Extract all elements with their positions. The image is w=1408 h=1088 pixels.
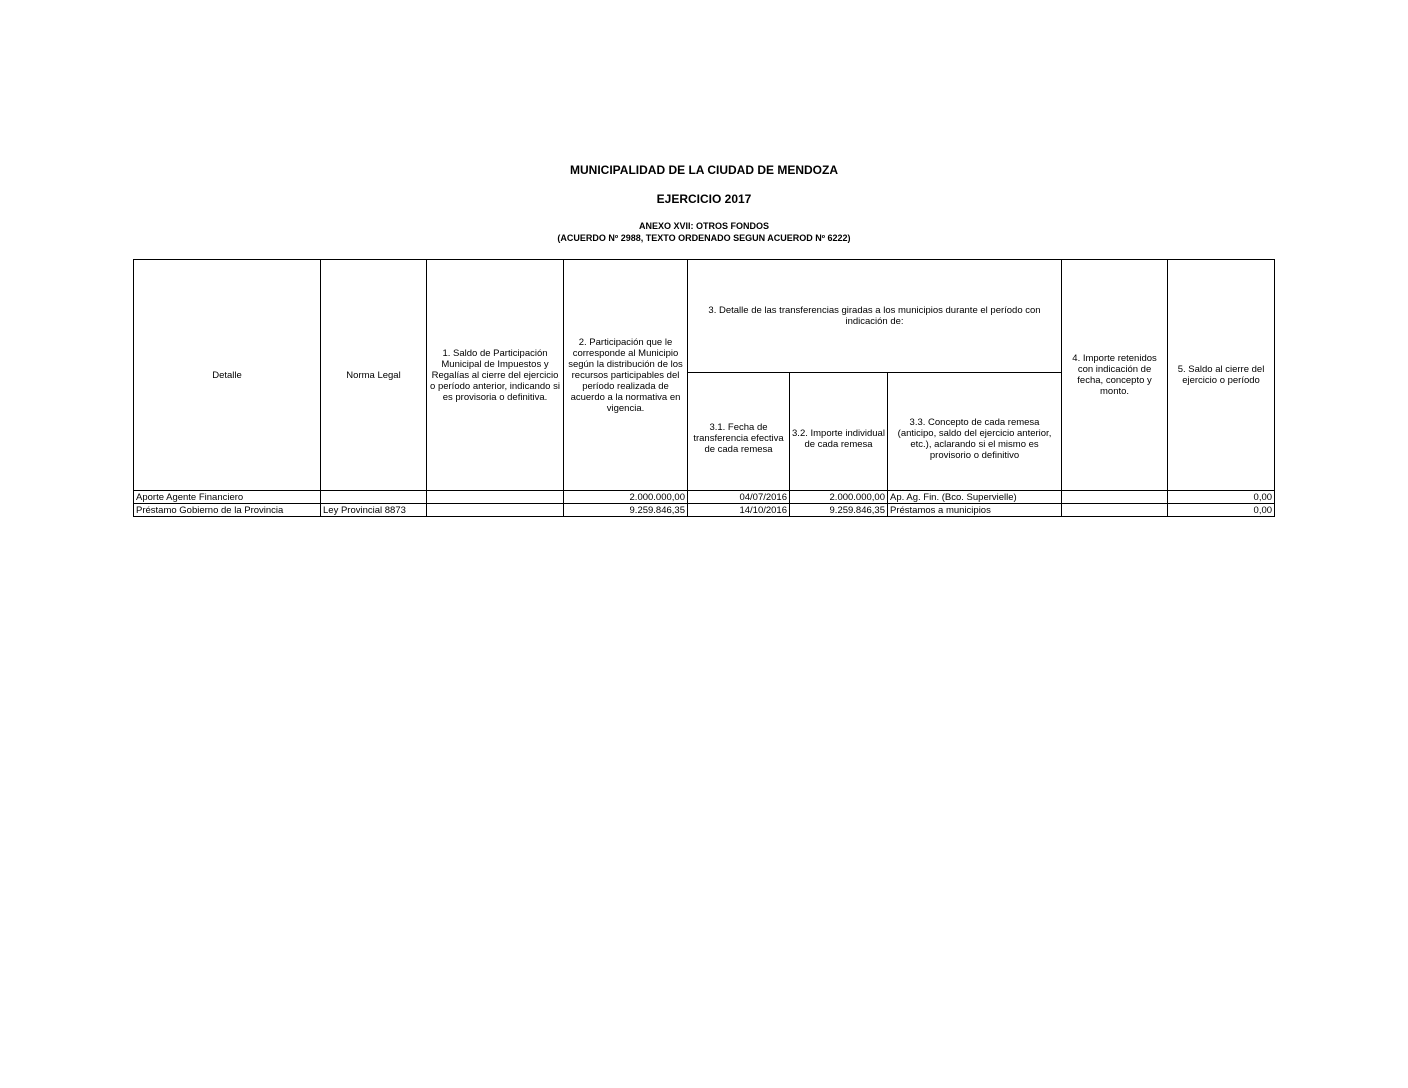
document-title: MUNICIPALIDAD DE LA CIUDAD DE MENDOZA — [570, 163, 838, 177]
col-header-saldo-participacion: 1. Saldo de Participación Municipal de Impuestos y Regalías al cierre del ejercicio o período anterior, indicando si es provisoria o definitiva. — [427, 260, 564, 491]
cell-participacion: 2.000.000,00 — [564, 491, 688, 504]
acuerdo-subtitle: (ACUERDO Nº 2988, TEXTO ORDENADO SEGUN ACUEROD Nº 6222) — [557, 233, 851, 243]
col-header-importe-individual: 3.2. Importe individual de cada remesa — [790, 373, 888, 491]
cell-norma-legal: Ley Provincial 8873 — [321, 504, 427, 517]
cell-fecha: 14/10/2016 — [688, 504, 790, 517]
cell-concepto: Préstamos a municipios — [888, 504, 1062, 517]
cell-concepto: Ap. Ag. Fin. (Bco. Supervielle) — [888, 491, 1062, 504]
cell-participacion: 9.259.846,35 — [564, 504, 688, 517]
cell-importe-retenidos — [1062, 491, 1168, 504]
cell-saldo-cierre: 0,00 — [1168, 504, 1275, 517]
cell-importe: 9.259.846,35 — [790, 504, 888, 517]
table-row — [134, 504, 1275, 517]
cell-saldo-cierre: 0,00 — [1168, 491, 1275, 504]
col-header-participacion: 2. Participación que le corresponde al Municipio según la distribución de los recursos participables del período realizada de acuerdo a la normativa en vigencia. — [564, 260, 688, 491]
cell-saldo-participacion — [427, 491, 564, 504]
cell-fecha: 04/07/2016 — [688, 491, 790, 504]
cell-saldo-participacion — [427, 504, 564, 517]
table-row — [134, 491, 1275, 504]
col-header-fecha-transferencia: 3.1. Fecha de transferencia efectiva de cada remesa — [688, 373, 790, 491]
col-header-concepto-remesa: 3.3. Concepto de cada remesa (anticipo, saldo del ejercicio anterior, etc.), aclarando si el mismo es provisorio o definitivo — [888, 373, 1062, 491]
cell-detalle: Préstamo Gobierno de la Provincia — [134, 504, 321, 517]
col-header-detalle: Detalle — [134, 260, 321, 491]
cell-detalle: Aporte Agente Financiero — [134, 491, 321, 504]
cell-importe: 2.000.000,00 — [790, 491, 888, 504]
col-header-importe-retenidos: 4. Importe retenidos con indicación de fecha, concepto y monto. — [1062, 260, 1168, 491]
ejercicio-title: EJERCICIO 2017 — [656, 192, 752, 206]
col-header-saldo-cierre: 5. Saldo al cierre del ejercicio o período — [1168, 260, 1275, 491]
otros-fondos-table — [133, 259, 1275, 517]
cell-importe-retenidos — [1062, 504, 1168, 517]
col-header-detalle-transferencias: 3. Detalle de las transferencias giradas a los municipios durante el período con indicación de: — [688, 260, 1062, 373]
anexo-title: ANEXO XVII: OTROS FONDOS — [638, 221, 769, 231]
col-header-norma-legal: Norma Legal — [321, 260, 427, 491]
cell-norma-legal — [321, 491, 427, 504]
